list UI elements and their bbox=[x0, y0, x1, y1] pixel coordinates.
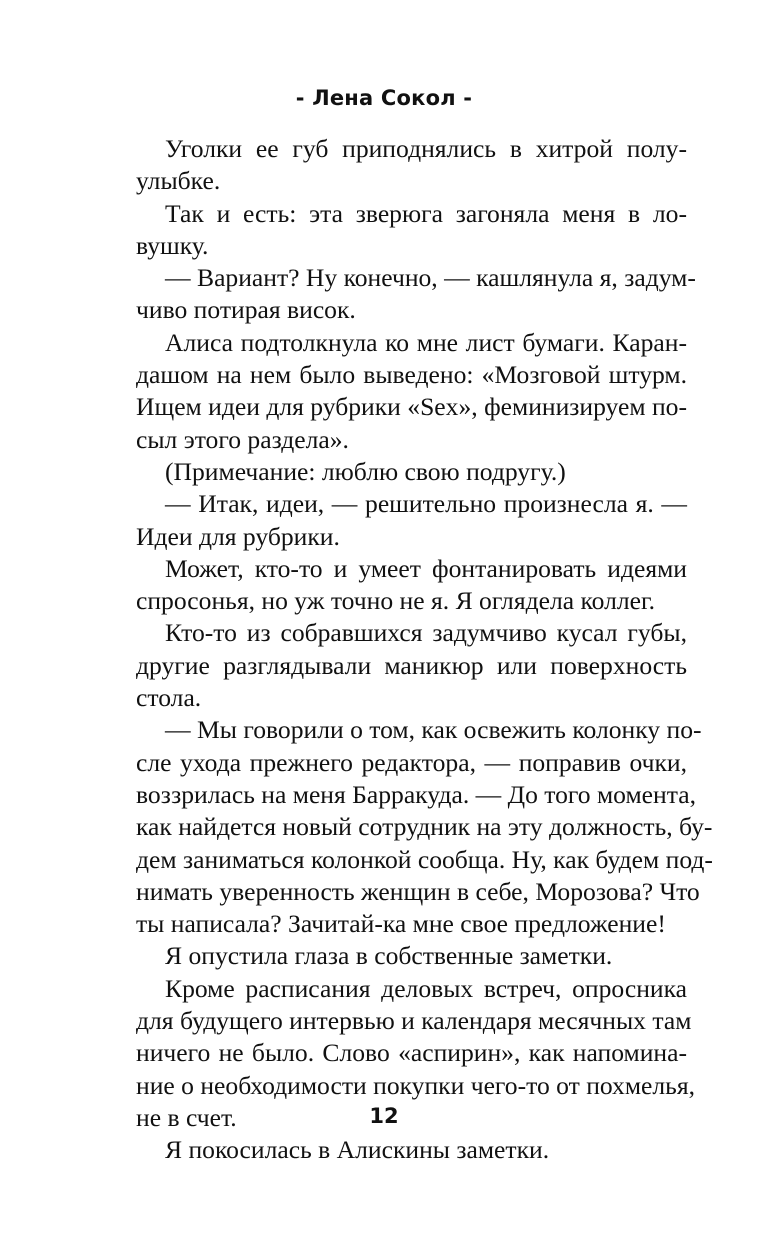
text-line: ние о необходимости покупки чего-то от похмелья, bbox=[136, 1070, 696, 1100]
text-line: (Примечание: люблю свою подругу.) bbox=[165, 456, 566, 486]
text-line: дашом на нем было выведено: «Мозговой штурм. bbox=[136, 360, 687, 390]
text-line: чиво потирая висок. bbox=[136, 295, 356, 325]
paragraph bbox=[136, 940, 687, 972]
text-line: Идеи для рубрики. bbox=[136, 521, 340, 551]
text-line: вушку. bbox=[136, 230, 209, 260]
page-number: 12 bbox=[369, 1104, 399, 1128]
paragraph bbox=[136, 133, 687, 198]
text-line: улыбке. bbox=[136, 166, 221, 196]
running-header: - Лена Сокол - bbox=[295, 86, 473, 110]
text-line: другие разглядывали маникюр или поверхность bbox=[136, 650, 687, 680]
text-line: Уголки ее губ приподнялись в хитрой полу- bbox=[165, 134, 687, 163]
text-line: для будущего интервью и календаря месячных там bbox=[136, 1006, 692, 1036]
text-line: Алиса подтолкнула ко мне лист бумаги. Каран- bbox=[165, 327, 687, 357]
paragraph bbox=[136, 1134, 687, 1166]
paragraph bbox=[136, 617, 687, 714]
paragraph bbox=[136, 456, 687, 488]
body-text bbox=[136, 133, 713, 1167]
text-line: — Мы говорили о том, как освежить колонку по- bbox=[165, 715, 702, 745]
text-line: спросонья, но уж точно не я. Я оглядела коллег. bbox=[136, 586, 656, 616]
text-line: нимать уверенность женщин в себе, Морозова? Что bbox=[136, 876, 700, 906]
text-line: сыл этого раздела». bbox=[136, 424, 349, 454]
paragraph bbox=[136, 488, 687, 553]
text-line: Ищем идеи для рубрики «Sex», феминизируем по- bbox=[136, 392, 687, 422]
text-line: Кроме расписания деловых встреч, опросника bbox=[165, 973, 687, 1003]
text-line: ничего не было. Слово «аспирин», как напомина- bbox=[136, 1038, 687, 1068]
text-line: — Итак, идеи, — решительно произнесла я. — bbox=[165, 489, 687, 519]
paragraph bbox=[136, 198, 687, 263]
text-line: Я опустила глаза в собственные заметки. bbox=[165, 941, 613, 971]
text-line: дем заниматься колонкой сообща. Ну, как будем под- bbox=[136, 844, 713, 874]
text-line: воззрилась на меня Барракуда. — До того момента, bbox=[136, 779, 696, 809]
paragraph bbox=[136, 714, 713, 940]
text-line: Может, кто-то и умеет фонтанировать идеями bbox=[165, 553, 687, 583]
text-line: ты написала? Зачитай-ка мне свое предложение! bbox=[136, 909, 666, 939]
paragraph bbox=[136, 262, 696, 327]
text-line: сле ухода прежнего редактора, — поправив очки, bbox=[136, 747, 687, 777]
paragraph bbox=[136, 553, 687, 618]
text-line: — Вариант? Ну конечно, — кашлянула я, задум- bbox=[165, 263, 696, 293]
text-line: Так и есть: эта зверюга загоняла меня в ло- bbox=[165, 198, 687, 228]
text-line: стола. bbox=[136, 683, 202, 713]
paragraph bbox=[136, 327, 687, 456]
text-line: не в счет. bbox=[136, 1102, 237, 1132]
text-line: Кто-то из собравшихся задумчиво кусал губы, bbox=[165, 618, 687, 648]
text-line: как найдется новый сотрудник на эту должность, бу- bbox=[136, 812, 713, 842]
text-line: Я покосилась в Алискины заметки. bbox=[165, 1135, 550, 1165]
